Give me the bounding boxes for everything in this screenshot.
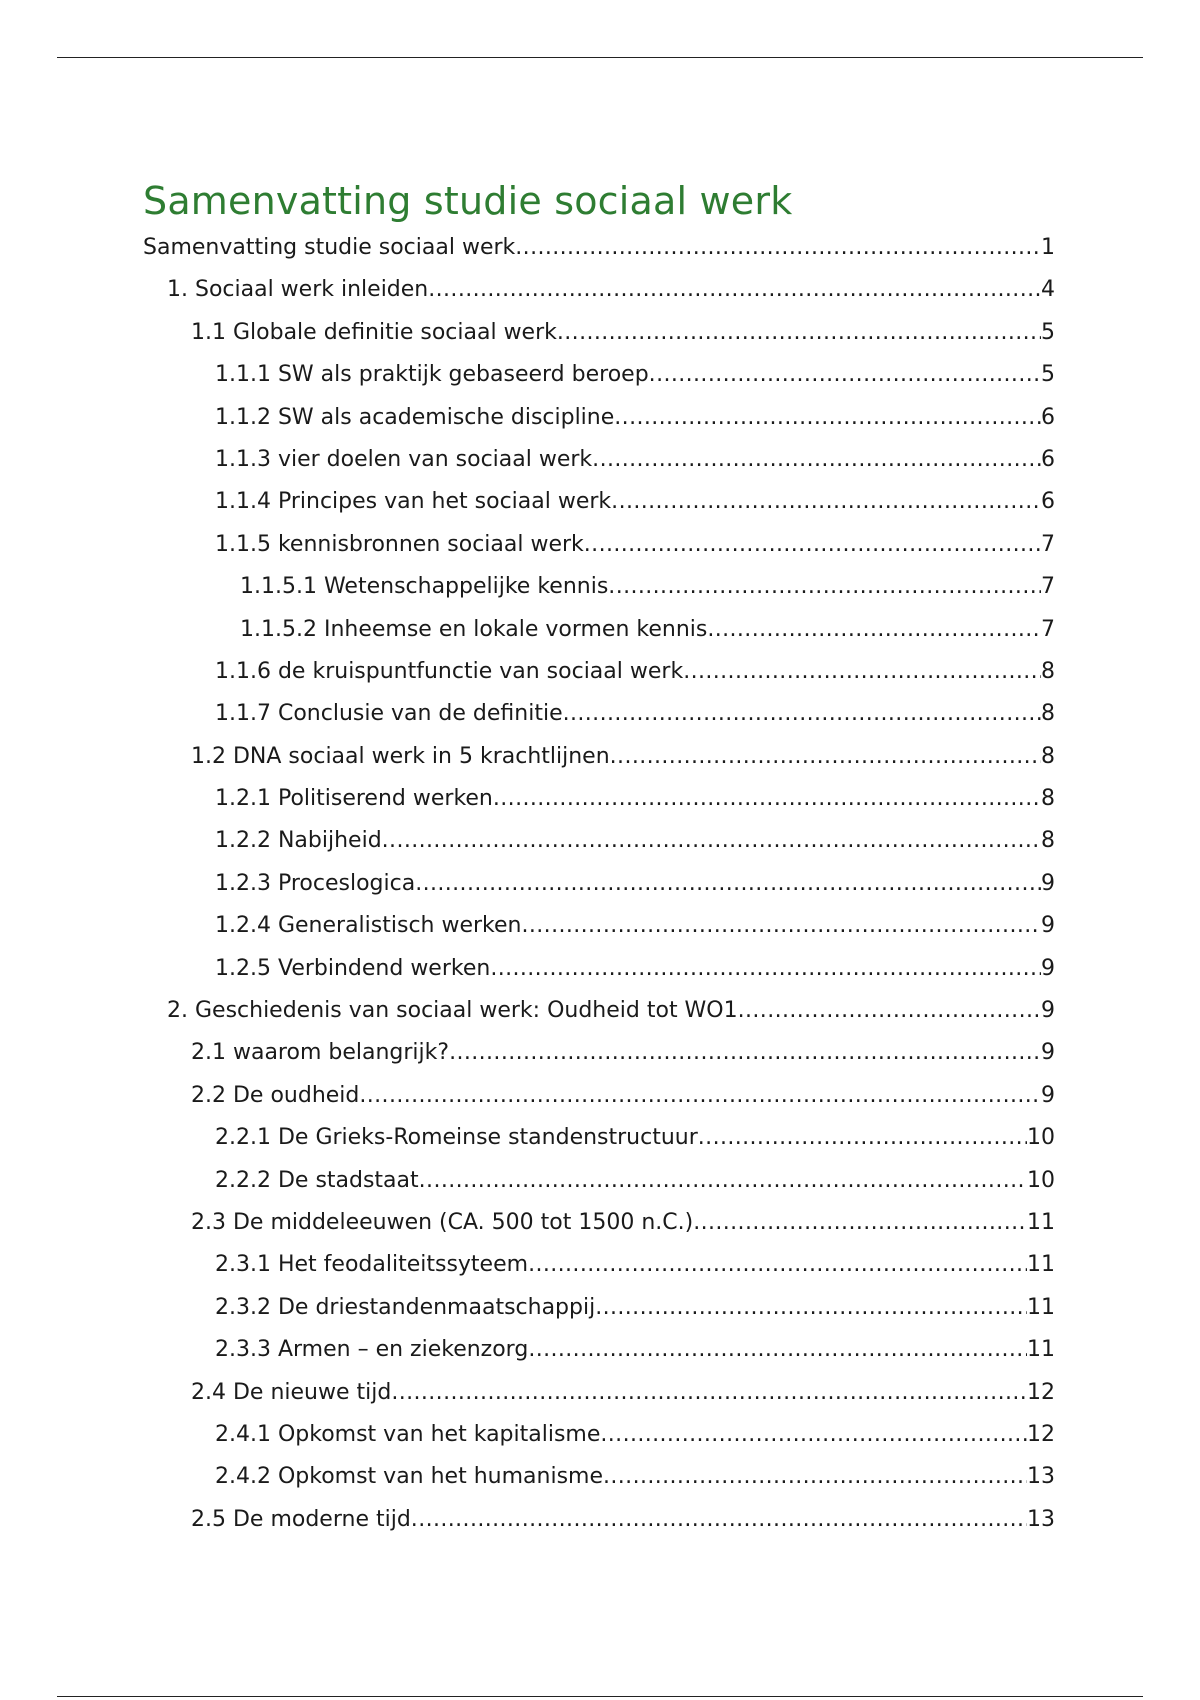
toc-entry[interactable] <box>143 905 1055 947</box>
toc-page-number: 6 <box>1041 489 1055 515</box>
toc-entry[interactable] <box>143 1032 1055 1074</box>
toc-page-number: 10 <box>1027 1125 1055 1151</box>
toc-dot-leader <box>738 990 1041 1032</box>
toc-entry[interactable] <box>143 990 1055 1032</box>
toc-page-number: 6 <box>1041 404 1055 430</box>
toc-entry-title: 2.2 De oudheid <box>191 1082 360 1108</box>
toc-entry[interactable] <box>143 1117 1055 1159</box>
toc-dot-leader <box>608 566 1041 608</box>
toc-entry-title: 1.1.5.2 Inheemse en lokale vormen kennis <box>240 616 708 642</box>
toc-page-number: 8 <box>1041 701 1055 727</box>
header-rule <box>57 57 1143 58</box>
toc-page-number: 13 <box>1027 1464 1055 1490</box>
toc-dot-leader <box>490 948 1041 990</box>
toc-page-number: 8 <box>1041 743 1055 769</box>
toc-entry[interactable] <box>143 1372 1055 1414</box>
toc-entry-title: Samenvatting studie sociaal werk <box>143 235 516 260</box>
toc-entry-title: 1.1.6 de kruispuntfunctie van sociaal werk <box>215 658 684 684</box>
toc-page-number: 13 <box>1027 1506 1055 1532</box>
toc-entry[interactable] <box>143 1499 1055 1541</box>
toc-entry[interactable] <box>143 1075 1055 1117</box>
toc-dot-leader <box>592 439 1041 481</box>
footer-rule <box>57 1696 1143 1697</box>
toc-dot-leader <box>522 905 1042 947</box>
toc-entry-title: 2.3.2 De driestandenmaatschappij <box>215 1294 596 1320</box>
toc-page-number: 10 <box>1027 1167 1055 1193</box>
toc-entry-title: 1.1.1 SW als praktijk gebaseerd beroep <box>215 362 649 388</box>
toc-page-number: 9 <box>1041 870 1055 896</box>
toc-dot-leader <box>611 481 1041 523</box>
toc-entry-title: 1.2.3 Proceslogica <box>215 870 416 896</box>
toc-dot-leader <box>557 312 1041 354</box>
toc-dot-leader <box>528 1244 1027 1286</box>
toc-page-number: 5 <box>1041 362 1055 388</box>
toc-dot-leader <box>382 820 1041 862</box>
toc-entry-title: 2.4.2 Opkomst van het humanisme <box>215 1464 603 1490</box>
toc-entry-title: 1.2 DNA sociaal werk in 5 krachtlijnen <box>191 743 610 769</box>
toc-page-number: 7 <box>1041 531 1055 557</box>
toc-entry[interactable] <box>143 1329 1055 1371</box>
toc-dot-leader <box>683 651 1041 693</box>
toc-entry[interactable] <box>143 778 1055 820</box>
toc-entry[interactable] <box>143 397 1055 439</box>
toc-dot-leader <box>600 1414 1027 1456</box>
toc-entry[interactable] <box>143 948 1055 990</box>
toc-entry-title: 2.1 waarom belangrijk? <box>191 1040 450 1066</box>
toc-entry-title: 1.2.2 Nabijheid <box>215 828 382 854</box>
toc-page-number: 11 <box>1027 1337 1055 1363</box>
toc-entry-title: 2.4 De nieuwe tijd <box>191 1379 392 1405</box>
toc-page-number: 6 <box>1041 446 1055 472</box>
toc-dot-leader <box>563 693 1041 735</box>
toc-entry-title: 1.2.5 Verbindend werken <box>215 955 491 981</box>
toc-entry[interactable] <box>143 1244 1055 1286</box>
toc-entry-title: 2. Geschiedenis van sociaal werk: Oudheid tot WO1 <box>167 998 738 1024</box>
toc-entry[interactable] <box>143 566 1055 608</box>
toc-dot-leader <box>707 609 1041 651</box>
toc-entry[interactable] <box>143 651 1055 693</box>
toc-page-number: 7 <box>1041 574 1055 600</box>
toc-dot-leader <box>515 227 1041 269</box>
toc-entry-title: 1.1.5 kennisbronnen sociaal werk <box>215 531 584 557</box>
toc-entry-title: 1.1.2 SW als academische discipline <box>215 404 615 430</box>
toc-dot-leader <box>415 863 1041 905</box>
toc-entry[interactable] <box>143 439 1055 481</box>
toc-entry[interactable] <box>143 227 1055 269</box>
toc-entry[interactable] <box>143 354 1055 396</box>
toc-entry[interactable] <box>143 609 1055 651</box>
toc-page-number: 4 <box>1041 277 1055 303</box>
toc-page-number: 9 <box>1041 955 1055 981</box>
toc-entry-title: 1.1.3 vier doelen van sociaal werk <box>215 446 593 472</box>
toc-page-number: 1 <box>1041 235 1055 260</box>
toc-dot-leader <box>359 1075 1041 1117</box>
toc-page-number: 9 <box>1041 1082 1055 1108</box>
toc-page-number: 9 <box>1041 998 1055 1024</box>
toc-entry[interactable] <box>143 693 1055 735</box>
toc-page-number: 11 <box>1027 1294 1055 1320</box>
toc-dot-leader <box>493 778 1041 820</box>
toc-page-number: 12 <box>1027 1421 1055 1447</box>
toc-entry-title: 2.2.1 De Grieks-Romeinse standenstructuur <box>215 1125 698 1151</box>
toc-entry[interactable] <box>143 481 1055 523</box>
toc-page-number: 11 <box>1027 1252 1055 1278</box>
toc-page-number: 5 <box>1041 319 1055 345</box>
toc-entry[interactable] <box>143 1414 1055 1456</box>
toc-entry[interactable] <box>143 312 1055 354</box>
toc-dot-leader <box>528 1329 1027 1371</box>
toc-page-number: 8 <box>1041 786 1055 812</box>
toc-entry[interactable] <box>143 1456 1055 1498</box>
toc-entry[interactable] <box>143 1287 1055 1329</box>
toc-page-number: 11 <box>1027 1209 1055 1235</box>
toc-entry-title: 1.1 Globale definitie sociaal werk <box>191 319 557 345</box>
toc-dot-leader <box>411 1499 1027 1541</box>
toc-page-number: 8 <box>1041 658 1055 684</box>
toc-entry-title: 1.1.7 Conclusie van de definitie <box>215 701 563 727</box>
toc-dot-leader <box>693 1202 1027 1244</box>
toc-entry-title: 2.4.1 Opkomst van het kapitalisme <box>215 1421 601 1447</box>
toc-entry[interactable] <box>143 524 1055 566</box>
toc-entry-title: 1.2.1 Politiserend werken <box>215 786 493 812</box>
toc-dot-leader <box>419 1160 1027 1202</box>
toc-dot-leader <box>595 1287 1027 1329</box>
toc-entry[interactable] <box>143 736 1055 778</box>
toc-dot-leader <box>584 524 1041 566</box>
toc-dot-leader <box>428 269 1041 311</box>
toc-entry-title: 2.2.2 De stadstaat <box>215 1167 419 1193</box>
toc-dot-leader <box>698 1117 1027 1159</box>
toc-entry[interactable] <box>143 1202 1055 1244</box>
toc-dot-leader <box>449 1032 1041 1074</box>
toc-page-number: 8 <box>1041 828 1055 854</box>
document-title: Samenvatting studie sociaal werk <box>143 179 793 223</box>
toc-page-number: 12 <box>1027 1379 1055 1405</box>
toc-dot-leader <box>614 397 1041 439</box>
toc-entry-title: 2.3.1 Het feodaliteitssyteem <box>215 1252 529 1278</box>
toc-entry-title: 1.1.4 Principes van het sociaal werk <box>215 489 612 515</box>
toc-dot-leader <box>649 354 1041 396</box>
toc-entry-title: 2.3 De middeleeuwen (CA. 500 tot 1500 n.C.) <box>191 1209 694 1235</box>
toc-page-number: 9 <box>1041 913 1055 939</box>
toc-entry-title: 1. Sociaal werk inleiden <box>167 277 429 303</box>
toc-entry-title: 1.1.5.1 Wetenschappelijke kennis <box>240 574 609 600</box>
toc-entry-title: 1.2.4 Generalistisch werken <box>215 913 522 939</box>
toc-dot-leader <box>610 736 1041 778</box>
toc-entry[interactable] <box>143 1160 1055 1202</box>
toc-page-number: 9 <box>1041 1040 1055 1066</box>
toc-entry[interactable] <box>143 863 1055 905</box>
table-of-contents <box>143 227 1055 1541</box>
toc-entry[interactable] <box>143 820 1055 862</box>
toc-entry[interactable] <box>143 269 1055 311</box>
toc-dot-leader <box>603 1456 1027 1498</box>
toc-entry-title: 2.3.3 Armen – en ziekenzorg <box>215 1337 529 1363</box>
toc-entry-title: 2.5 De moderne tijd <box>191 1506 411 1532</box>
toc-dot-leader <box>391 1372 1027 1414</box>
toc-page-number: 7 <box>1041 616 1055 642</box>
